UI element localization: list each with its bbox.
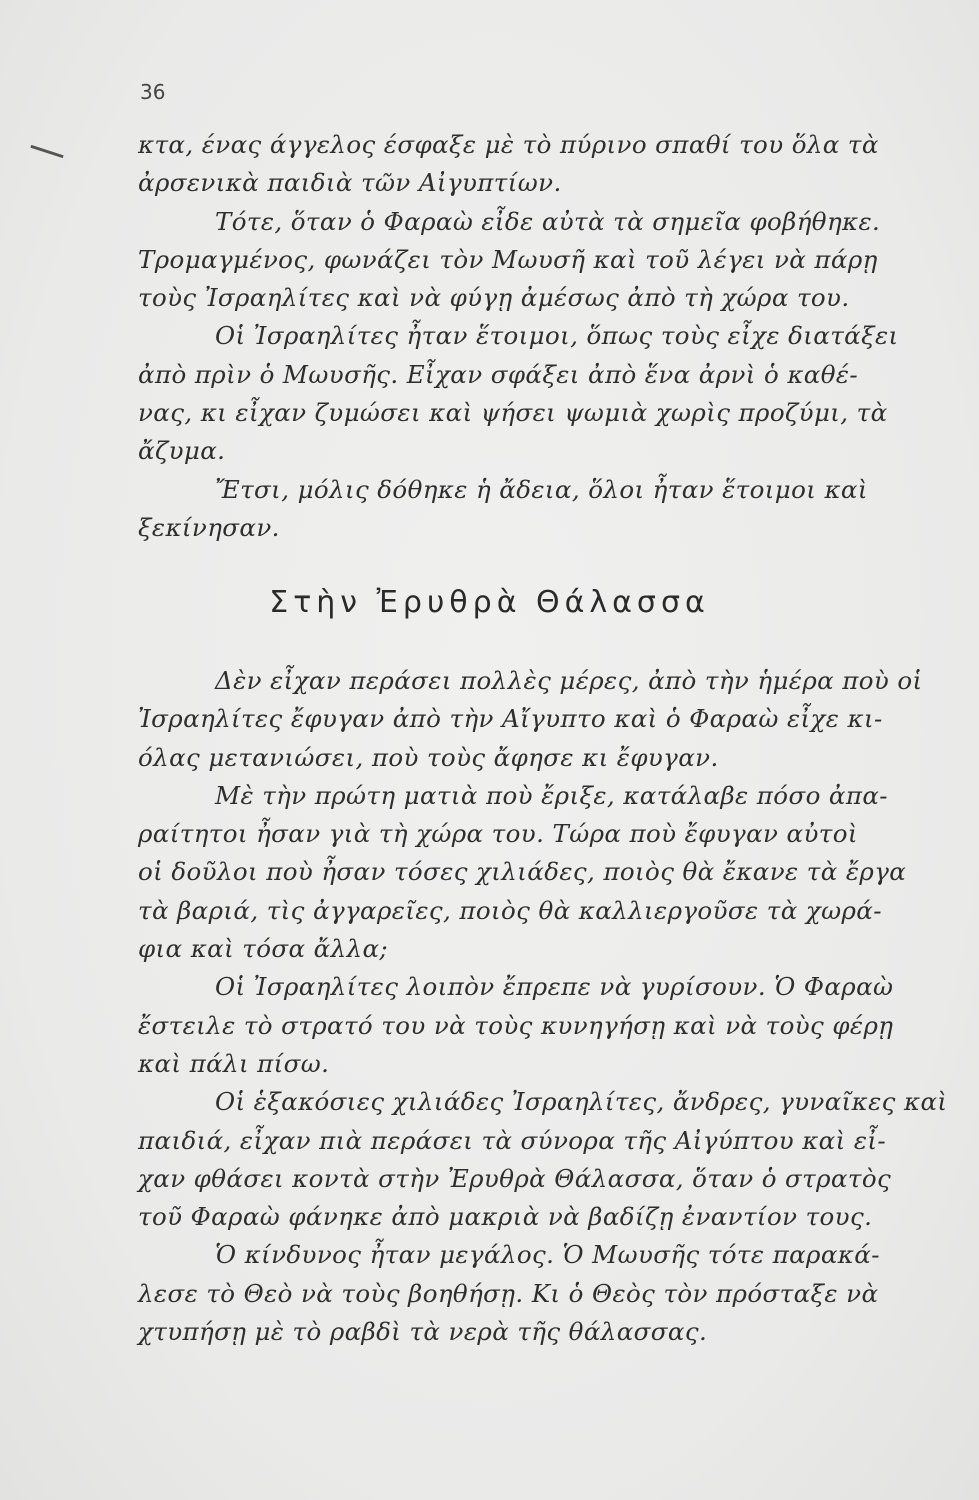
text-line: Οἱ Ἰσραηλίτες λοιπὸν ἔπρεπε νὰ γυρίσουν. Ὁ Φαραὼ [215, 972, 894, 1002]
text-line: Ὁ κίνδυνος ἦταν μεγάλος. Ὁ Μωυσῆς τότε παρακά- [215, 1240, 880, 1270]
text-line: χτυπήσῃ μὲ τὸ ραβδὶ τὰ νερὰ τῆς θάλασσας. [138, 1317, 708, 1347]
text-line: παιδιά, εἶχαν πιὰ περάσει τὰ σύνορα τῆς Αἰγύπτου καὶ εἶ- [138, 1125, 887, 1155]
page-number: 36 [140, 80, 166, 104]
section-2-text [138, 662, 948, 1351]
text-line: Ἔτσι, μόλις δόθηκε ἡ ἄδεια, ὅλοι ἦταν ἕτοιμοι καὶ [215, 474, 868, 504]
text-line: Οἱ ἑξακόσιες χιλιάδες Ἰσραηλίτες, ἄνδρες, γυναῖκες καὶ [215, 1087, 948, 1117]
text-line: κτα, ένας άγγελος έσφαξε μὲ τὸ πύρινο σπαθί του ὅλα τὰ [138, 130, 879, 159]
text-line: όλας μετανιώσει, ποὺ τοὺς ἄφησε κι ἔφυγαν. [138, 742, 719, 772]
text-line: οἱ δοῦλοι ποὺ ἦσαν τόσες χιλιάδες, ποιὸς θὰ ἔκανε τὰ ἔργα [138, 857, 907, 887]
text-line: νας, κι εἶχαν ζυμώσει καὶ ψήσει ψωμιὰ χωρὶς προζύμι, τὰ [138, 398, 888, 428]
text-line: ἔστειλε τὸ στρατό του νὰ τοὺς κυνηγήσῃ καὶ νὰ τοὺς φέρῃ [138, 1010, 894, 1040]
text-line: ξεκίνησαν. [138, 512, 280, 542]
text-line: τὰ βαριά, τὶς ἀγγαρεῖες, ποιὸς θὰ καλλιεργοῦσε τὰ χωρά- [138, 895, 882, 925]
text-line: τοῦ Φαραὼ φάνηκε ἀπὸ μακριὰ νὰ βαδίζῃ ἐναντίον τους. [138, 1202, 873, 1232]
text-line: φια καὶ τόσα ἄλλα; [138, 934, 389, 964]
text-line: ραίτητοι ἦσαν γιὰ τὴ χώρα του. Τώρα ποὺ ἔφυγαν αὐτοὶ [138, 819, 858, 849]
text-line: ἀπὸ πρὶν ὁ Μωυσῆς. Εἶχαν σφάξει ἀπὸ ἕνα ἀρνὶ ὁ καθέ- [138, 359, 859, 389]
margin-mark [30, 145, 63, 158]
text-line: τοὺς Ἰσραηλίτες καὶ νὰ φύγῃ ἀμέσως ἀπὸ τὴ χώρα του. [138, 283, 850, 313]
text-line: καὶ πάλι πίσω. [138, 1048, 330, 1078]
text-line: Δὲν εἶχαν περάσει πολλὲς μέρες, ἀπὸ τὴν ἡμέρα ποὺ οἱ [215, 666, 923, 695]
text-line: Οἱ Ἰσραηλίτες ἦταν ἕτοιμοι, ὅπως τοὺς εἶχε διατάξει [215, 321, 899, 351]
text-line: Μὲ τὴν πρώτη ματιὰ ποὺ ἔριξε, κατάλαβε πόσο ἀπα- [215, 780, 888, 810]
text-line: ἄζυμα. [138, 436, 226, 466]
text-line: Τότε, ὅταν ὁ Φαραὼ εἶδε αὐτὰ τὰ σημεῖα φοβήθηκε. [215, 206, 881, 236]
text-line: χαν φθάσει κοντὰ στὴν Ἐρυθρὰ Θάλασσα, ὅταν ὁ στρατὸς [138, 1163, 892, 1193]
text-line: Ἰσραηλίτες ἔφυγαν ἀπὸ τὴν Αἴγυπτο καὶ ὁ Φαραὼ εἶχε κι- [138, 704, 883, 734]
section-1-text [138, 126, 948, 547]
text-line: ἀρσενικὰ παιδιὰ τῶν Αἰγυπτίων. [138, 168, 562, 198]
text-line: Τρομαγμένος, φωνάζει τὸν Μωυσῆ καὶ τοῦ λέγει νὰ πάρῃ [138, 244, 878, 274]
chapter-heading: Στὴν Ἐρυθρὰ Θάλασσα [269, 585, 710, 620]
text-line: λεσε τὸ Θεὸ νὰ τοὺς βοηθήσῃ. Κι ὁ Θεὸς τὸν πρόσταξε νὰ [138, 1278, 879, 1308]
